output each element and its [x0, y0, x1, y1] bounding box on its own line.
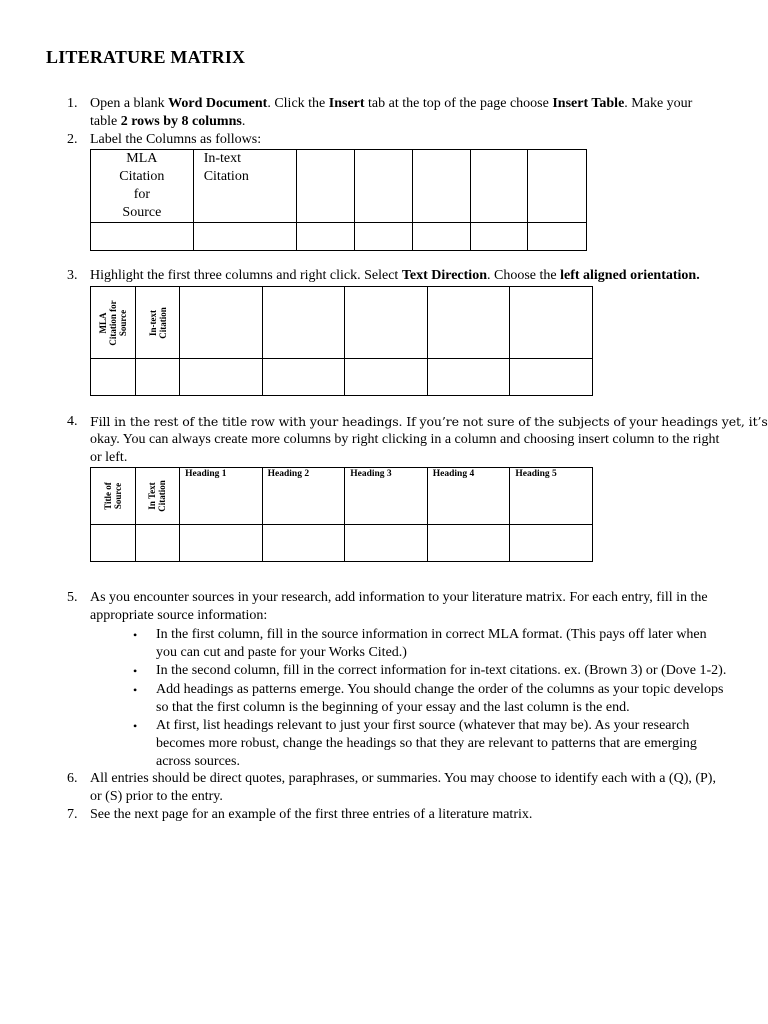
step-5-bullet-4-line-2: becomes more robust, change the headings so that they are relevant to patterns that are emerging — [156, 736, 697, 751]
bullet-icon: • — [133, 664, 138, 678]
table-cell — [297, 150, 355, 223]
bullet-icon: • — [133, 683, 138, 697]
table-cell — [470, 150, 528, 223]
table-cell — [345, 287, 428, 359]
table-cell — [510, 525, 593, 562]
table-3-heading-4: Heading 4 — [427, 468, 510, 525]
table-cell — [355, 223, 413, 251]
page-title: LITERATURE MATRIX — [46, 47, 246, 67]
step-2-number: 2. — [67, 132, 78, 147]
step-5-bullet-2-line-1: In the second column, fill in the correct information for in-text citations. ex. (Brown 3) or (Dove 1-2). — [156, 663, 727, 678]
table-cell — [510, 287, 593, 359]
step-5-number: 5. — [67, 590, 78, 605]
table-3-header-title: Title of Source — [91, 468, 136, 525]
step-5-bullet-3-line-1: Add headings as patterns emerge. You should change the order of the columns as your topic develops — [156, 682, 724, 697]
step-5-bullet-4-line-3: across sources. — [156, 754, 240, 769]
table-cell — [412, 223, 470, 251]
table-cell — [297, 223, 355, 251]
step-4-line-3: or left. — [90, 450, 128, 465]
bullet-icon: • — [133, 628, 138, 642]
table-cell — [180, 287, 263, 359]
table-2-header-intext: In-text Citation — [135, 287, 180, 359]
table-cell — [355, 150, 413, 223]
step-7-text: See the next page for an example of the first three entries of a literature matrix. — [90, 807, 533, 822]
step-6-number: 6. — [67, 771, 78, 786]
table-cell — [510, 359, 593, 396]
step-1-line-2: table 2 rows by 8 columns. — [90, 114, 246, 129]
step-7-number: 7. — [67, 807, 78, 822]
table-cell — [91, 359, 136, 396]
step-1-number: 1. — [67, 96, 78, 111]
step-4-number: 4. — [67, 414, 78, 429]
table-1-header-intext: In-text Citation — [193, 150, 297, 223]
example-table-3 — [90, 467, 593, 562]
table-3-heading-2: Heading 2 — [262, 468, 345, 525]
table-cell — [528, 150, 587, 223]
example-table-1 — [90, 149, 587, 251]
example-table-2 — [90, 286, 593, 396]
table-3-heading-3: Heading 3 — [345, 468, 428, 525]
table-1-header-mla: MLA Citation for Source — [91, 150, 194, 223]
step-3-text: Highlight the first three columns and right click. Select Text Direction. Choose the left aligned orientation. — [90, 268, 700, 283]
step-1-line-1: Open a blank Word Document. Click the Insert tab at the top of the page choose Insert Table. Make your — [90, 96, 693, 111]
table-cell — [135, 359, 180, 396]
table-2-header-mla: MLA Citation for Source — [91, 287, 136, 359]
table-cell — [91, 223, 194, 251]
step-5-bullet-3-line-2: so that the first column is the beginning of your essay and the last column is the end. — [156, 700, 630, 715]
table-cell — [427, 287, 510, 359]
step-4-line-1: Fill in the rest of the title row with your headings. If you’re not sure of the subjects of your headings yet, it’s — [90, 414, 768, 429]
step-2-text: Label the Columns as follows: — [90, 132, 262, 147]
table-cell — [193, 223, 297, 251]
table-cell — [180, 359, 263, 396]
step-5-line-2: appropriate source information: — [90, 608, 268, 623]
table-cell — [262, 525, 345, 562]
table-3-heading-1: Heading 1 — [180, 468, 263, 525]
step-6-line-1: All entries should be direct quotes, paraphrases, or summaries. You may choose to identify each with a (Q), (P), — [90, 771, 716, 786]
table-3-header-intext: In Text Citation — [135, 468, 180, 525]
step-5-line-1: As you encounter sources in your research, add information to your literature matrix. For each entry, fill in the — [90, 590, 708, 605]
step-4-line-2: okay. You can always create more columns by right clicking in a column and choosing insert column to the right — [90, 432, 720, 447]
step-6-line-2: or (S) prior to the entry. — [90, 789, 223, 804]
step-5-bullet-1-line-2: you can cut and paste for your Works Cited.) — [156, 645, 407, 660]
table-cell — [180, 525, 263, 562]
table-cell — [412, 150, 470, 223]
table-cell — [91, 525, 136, 562]
table-cell — [262, 287, 345, 359]
table-cell — [427, 525, 510, 562]
table-cell — [470, 223, 528, 251]
step-5-bullet-4-line-1: At first, list headings relevant to just your first source (whatever that may be). As your research — [156, 718, 690, 733]
table-cell — [262, 359, 345, 396]
table-3-heading-5: Heading 5 — [510, 468, 593, 525]
table-cell — [427, 359, 510, 396]
bullet-icon: • — [133, 719, 138, 733]
step-5-bullet-1-line-1: In the first column, fill in the source information in correct MLA format. (This pays off later when — [156, 627, 707, 642]
table-cell — [528, 223, 587, 251]
table-cell — [345, 525, 428, 562]
step-3-number: 3. — [67, 268, 78, 283]
table-cell — [135, 525, 180, 562]
table-cell — [345, 359, 428, 396]
